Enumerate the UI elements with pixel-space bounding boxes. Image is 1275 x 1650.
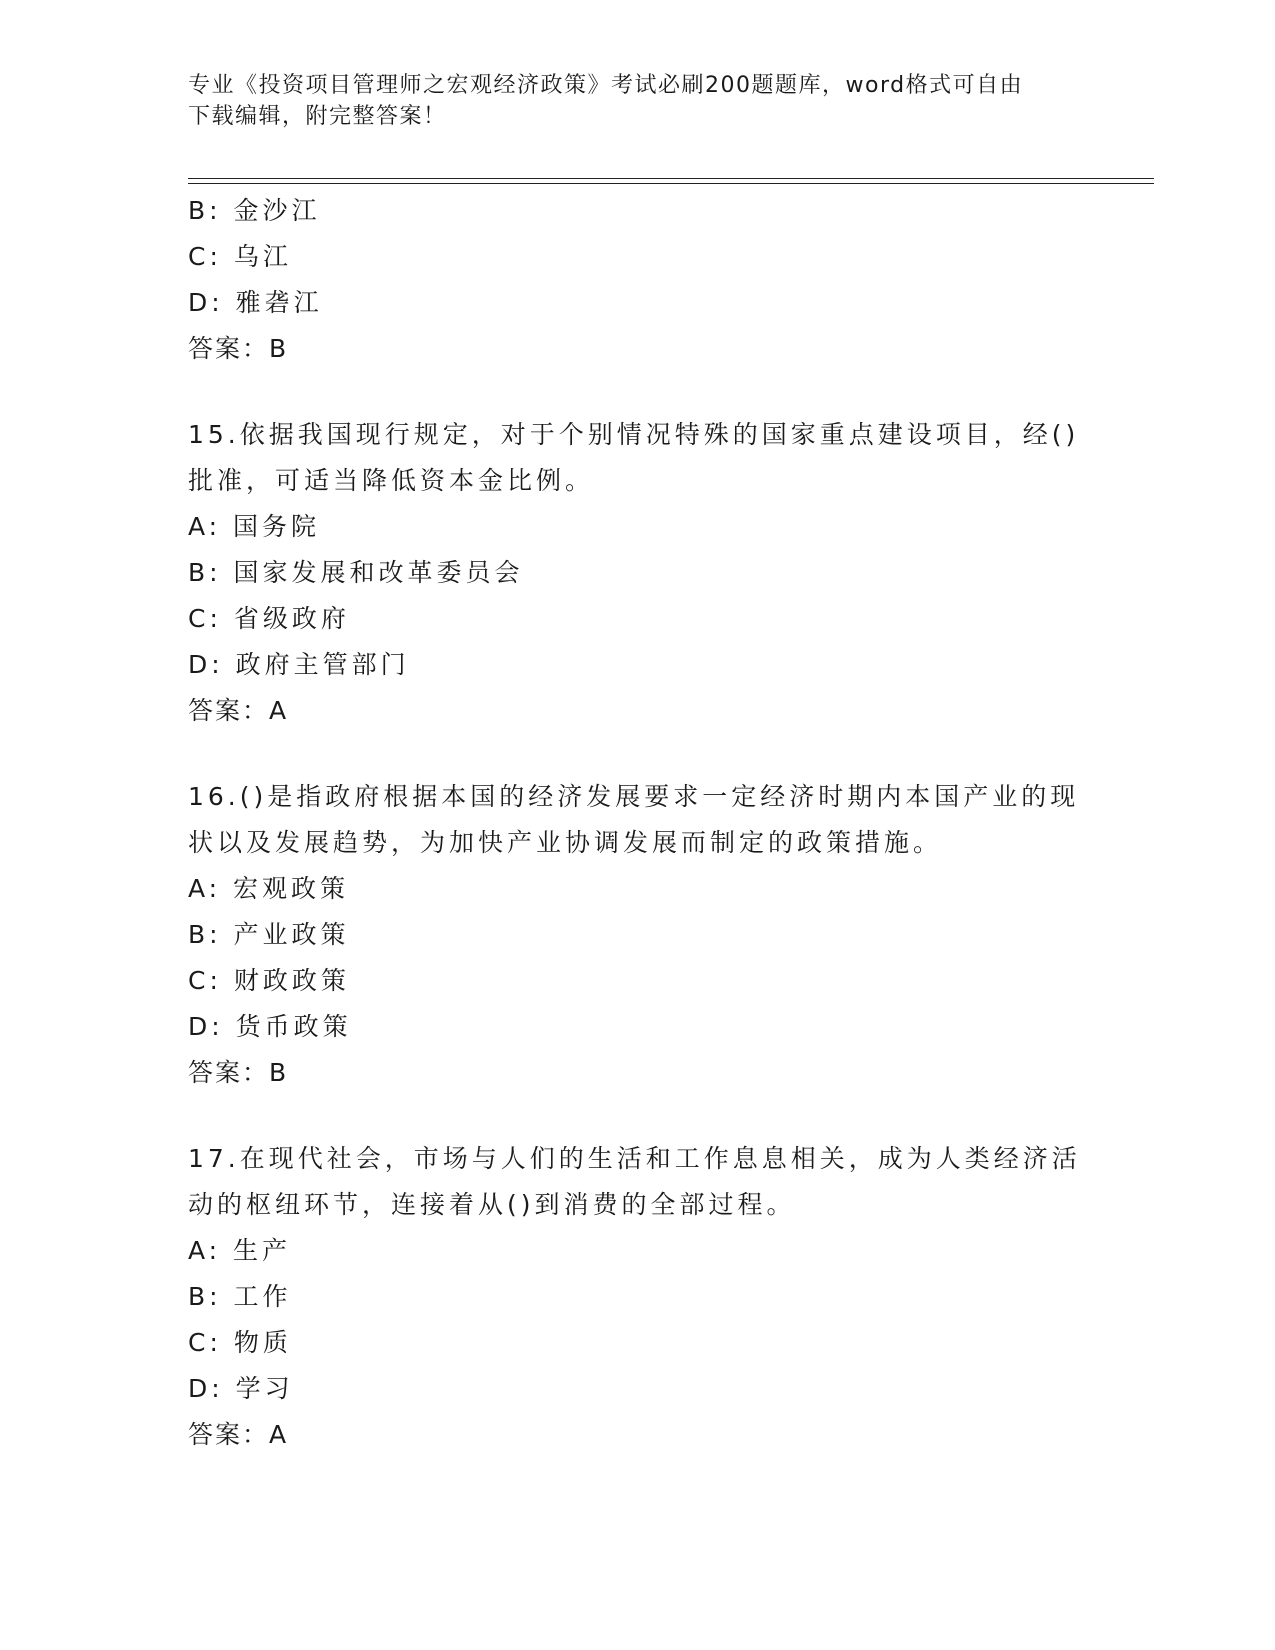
header-rule-bottom [188, 183, 1154, 184]
question-text-line-1: 15.依据我国现行规定，对于个别情况特殊的国家重点建设项目，经() [188, 420, 1080, 449]
question-15 [188, 412, 1088, 734]
option-d: D: 政府主管部门 [188, 650, 410, 679]
header-rule-top [188, 178, 1154, 179]
option-d: D: 雅砻江 [188, 288, 323, 317]
question-16 [188, 774, 1088, 1096]
option-a: A: 宏观政策 [188, 874, 350, 903]
option-a: A: 国务院 [188, 512, 321, 541]
question-content [188, 188, 1088, 1458]
option-c: C: 财政政策 [188, 966, 350, 995]
question-text-line-1: 17.在现代社会，市场与人们的生活和工作息息相关，成为人类经济活 [188, 1144, 1081, 1173]
option-c: C: 物质 [188, 1328, 292, 1357]
option-c: C: 乌江 [188, 242, 292, 271]
header-title-line-1: 专业《投资项目管理师之宏观经济政策》考试必刷200题题库，word格式可自由 [188, 73, 1024, 98]
answer-line: 答案：A [188, 1420, 289, 1449]
option-b: B: 金沙江 [188, 196, 321, 225]
option-c: C: 省级政府 [188, 604, 350, 633]
question-text-line-2: 动的枢纽环节，连接着从()到消费的全部过程。 [188, 1190, 796, 1219]
question-text-line-2: 状以及发展趋势，为加快产业协调发展而制定的政策措施。 [188, 828, 943, 857]
answer-line: 答案：A [188, 696, 289, 725]
answer-line: 答案：B [188, 1058, 289, 1087]
question-text [188, 1136, 1088, 1228]
question-text [188, 774, 1088, 866]
option-b: B: 工作 [188, 1282, 292, 1311]
option-b: B: 国家发展和改革委员会 [188, 558, 524, 587]
answer-line: 答案：B [188, 334, 289, 363]
option-d: D: 学习 [188, 1374, 294, 1403]
question-text-line-1: 16.()是指政府根据本国的经济发展要求一定经济时期内本国产业的现 [188, 782, 1080, 811]
document-header [188, 70, 1088, 132]
option-d: D: 货币政策 [188, 1012, 352, 1041]
question-14-continuation [188, 188, 1088, 372]
header-title-line-2: 下载编辑，附完整答案！ [188, 104, 447, 129]
question-17 [188, 1136, 1088, 1458]
option-a: A: 生产 [188, 1236, 292, 1265]
option-b: B: 产业政策 [188, 920, 350, 949]
question-text [188, 412, 1088, 504]
question-text-line-2: 批准，可适当降低资本金比例。 [188, 466, 595, 495]
